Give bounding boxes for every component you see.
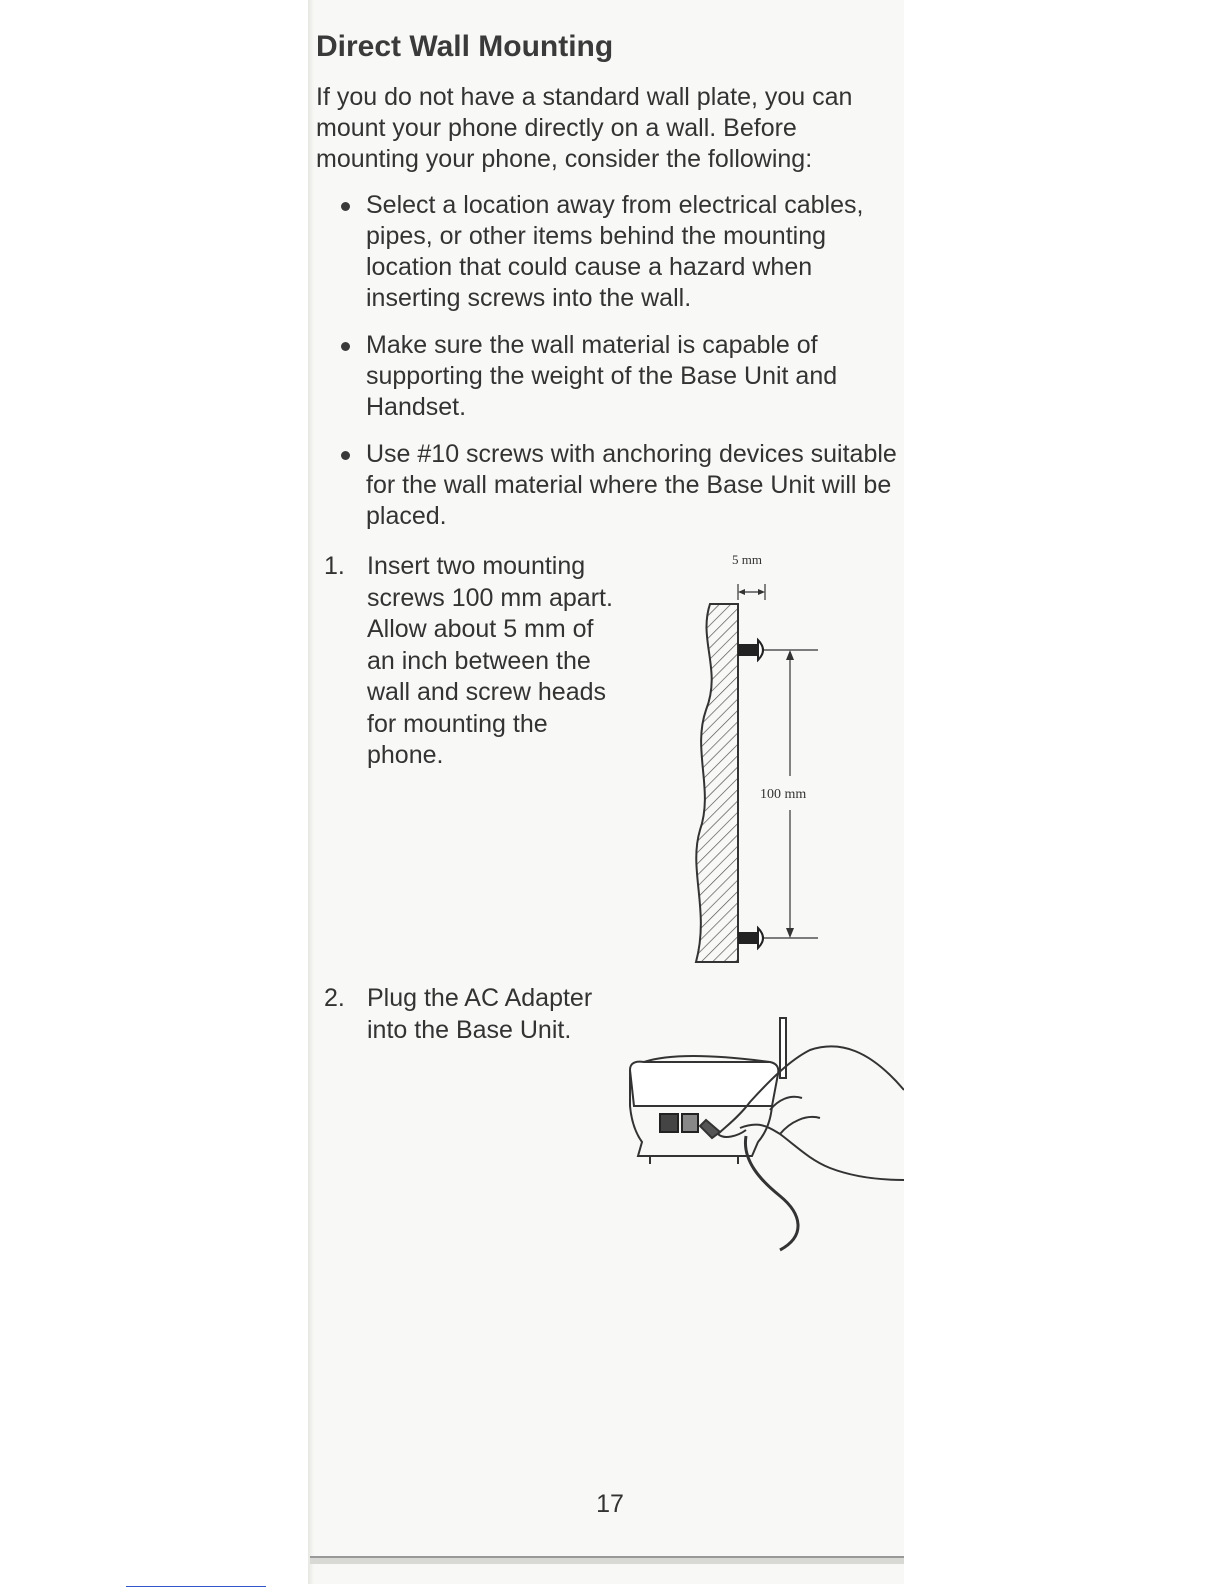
spacing-dimension: [760, 650, 806, 938]
list-item-text: Make sure the wall material is capable of supporting the weight of the Base Unit and Handset.: [366, 331, 838, 421]
step-text: Insert two mounting screws 100 mm apart. Allow about 5 mm of an inch between the wall and screw heads for mounting the phone.: [367, 552, 613, 769]
screw-top: [738, 640, 818, 660]
page-number: 17: [596, 1490, 624, 1518]
list-item-text: Use #10 screws with anchoring devices suitable for the wall material where the Base Unit will be placed.: [366, 440, 897, 530]
list-item: [338, 330, 898, 423]
spacing-label: 100 mm: [760, 787, 807, 802]
wall-screw-diagram: [670, 540, 830, 970]
page-bottom-edge: [310, 1556, 904, 1564]
list-item: [338, 439, 898, 532]
step-number: 1.: [324, 552, 345, 580]
step-number: 2.: [324, 984, 345, 1012]
bullet-icon: [341, 451, 350, 460]
bullet-icon: [341, 342, 350, 351]
intro-paragraph: If you do not have a standard wall plate, you can mount your phone directly on a wall. Before mounting your phone, consider the following:: [316, 83, 853, 173]
screw-bottom: [738, 928, 818, 948]
base-unit: [630, 1056, 778, 1164]
gap-dimension: [732, 552, 765, 600]
considerations-list: [338, 190, 898, 548]
list-item: [338, 190, 898, 314]
wall-section: [696, 604, 738, 962]
list-item-text: Select a location away from electrical cables, pipes, or other items behind the mounting location that could cause a hazard when inserting screws into the wall.: [366, 191, 864, 312]
page-title: Direct Wall Mounting: [316, 30, 614, 63]
bullet-icon: [341, 202, 350, 211]
gap-label: 5 mm: [732, 552, 762, 567]
step-text: Plug the AC Adapter into the Base Unit.: [367, 984, 593, 1044]
ac-adapter-diagram: [620, 1010, 904, 1260]
